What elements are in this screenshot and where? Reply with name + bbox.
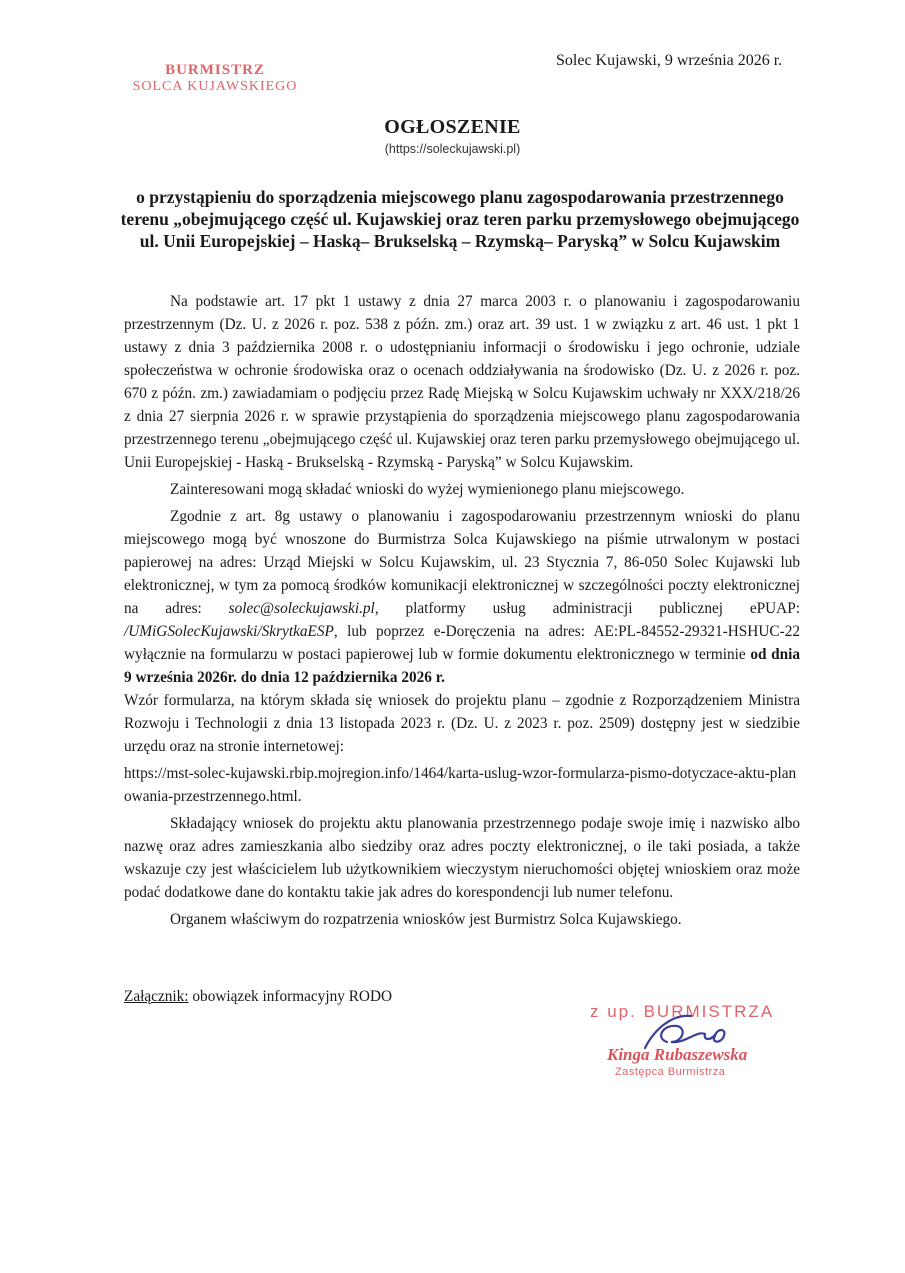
stamp-line-1: BURMISTRZ: [165, 62, 265, 78]
signature-stamp: [585, 1000, 805, 1080]
paragraph-submission: [124, 505, 800, 689]
paragraph-legal-basis: Na podstawie art. 17 pkt 1 ustawy z dnia 27 marca 2003 r. o planowaniu i zagospodarowaniu przestrzennym (Dz. U. z 2026 r. poz. 538 z późn. zm.) oraz art. 39 ust. 1 w związku z art. 46 ust. 1 pkt 1 ustawy z dnia 3 października 2008 r. o udostępnianiu informacji o środowisku i jego ochronie, udziale społeczeństwa w ochronie środowiska oraz o ocenach oddziaływania na środowisko (Dz. U. z 2026 r. poz. 670 z późn. zm.) zawiadamiam o podjęciu przez Radę Miejską w Solcu Kujawskim uchwały nr XXX/218/26 z dnia 27 sierpnia 2026 r. w sprawie przystąpienia do sporządzenia miejscowego planu zagospodarowania przestrzennego terenu „obejmującego część ul. Kujawskiej oraz teren parku przemysłowego obejmującego ul. Unii Europejskiej - Haską - Brukselską - Rzymską - Paryską” w Solcu Kujawskim.: [124, 293, 800, 471]
submission-text-a: Zgodnie z art. 8g ustawy o planowaniu i zagospodarowaniu przestrzennym wnioski do planu miejscowego mogą być wnoszone do Burmistrza Solca Kujawskiego na piśmie utrwalonym w postaci papierowej na adres: Urząd Miejski w Solcu Kujawskim, ul. 23 Stycznia 7, 86-050 Solec Kujawski lub elektronicznej, w tym za pomocą środków komunikacji elektronicznej w szczególności poczty elektronicznej na adres:: [124, 508, 800, 617]
email-address: solec@soleckujawski.pl: [228, 600, 375, 617]
submission-text-c: , lub poprzez e-Doręczenia na adres: AE:PL-84552-29321-HSHUC-22 wyłącznie na formularzu w postaci papierowej lub w formie dokumentu elektronicznego w terminie: [124, 623, 800, 663]
signatory-role: Zastępca Burmistrza: [615, 1066, 726, 1078]
attachment-line: [124, 988, 392, 1006]
office-stamp: [110, 62, 320, 95]
document-body: [124, 290, 800, 931]
submission-text-b: , platformy usług administracji publicznej ePUAP:: [374, 600, 800, 617]
stamp-line-2: SOLCA KUJAWSKIEGO: [132, 79, 298, 95]
document-subject: o przystąpieniu do sporządzenia miejscowego planu zagospodarowania przestrzennego terenu „obejmującego część ul. Kujawskiej oraz teren parku przemysłowego obejmującego ul. Unii Europejskiej – Haską– Brukselską – Rzymską– Paryską” w Solcu Kujawskim: [120, 187, 800, 251]
signatory-name: Kinga Rubaszewska: [607, 1045, 748, 1064]
attachment-text: obowiązek informacyjny RODO: [192, 988, 393, 1005]
source-url: (https://soleckujawski.pl): [384, 142, 521, 156]
paragraph-competent-authority: Organem właściwym do rozpatrzenia wniosków jest Burmistrz Solca Kujawskiego.: [170, 911, 682, 928]
document-title: OGŁOSZENIE: [384, 116, 521, 138]
paragraph-applicant-data: Składający wniosek do projektu aktu planowania przestrzennego podaje swoje imię i nazwisko albo nazwę oraz adres zamieszkania albo siedziby oraz adres poczty elektronicznej, o ile taki posiada, a także wskazuje czy jest właścicielem lub użytkownikiem wieczystym nieruchomości objętej wnioskiem oraz może podać dodatkowe dane do kontaktu takie jak adres do korespondencji lub numer telefonu.: [124, 815, 800, 901]
signature-authority: z up. BURMISTRZA: [590, 1002, 775, 1021]
paragraph-form-template: Wzór formularza, na którym składa się wniosek do projektu planu – zgodnie z Rozporządzeniem Ministra Rozwoju i Technologii z dnia 13 listopada 2023 r. (Dz. U. z 2023 r. poz. 2509) dostępny jest w siedzibie urzędu oraz na stronie internetowej:: [124, 692, 800, 755]
paragraph-invitation: Zainteresowani mogą składać wnioski do wyżej wymienionego planu miejscowego.: [170, 481, 685, 498]
place-and-date: Solec Kujawski, 9 września 2026 r.: [556, 52, 783, 69]
epuap-address: /UMiGSolecKujawski/SkrytkaESP: [124, 623, 334, 640]
form-template-link: https://mst-solec-kujawski.rbip.mojregion.info/1464/karta-uslug-wzor-formularza-pismo-dotyczace-aktu-planowania-przestrzennego.html.: [124, 765, 797, 805]
submission-deadline: od dnia 9 września 2026r. do dnia 12 października 2026 r.: [124, 646, 800, 686]
attachment-label: Załącznik:: [124, 988, 189, 1005]
